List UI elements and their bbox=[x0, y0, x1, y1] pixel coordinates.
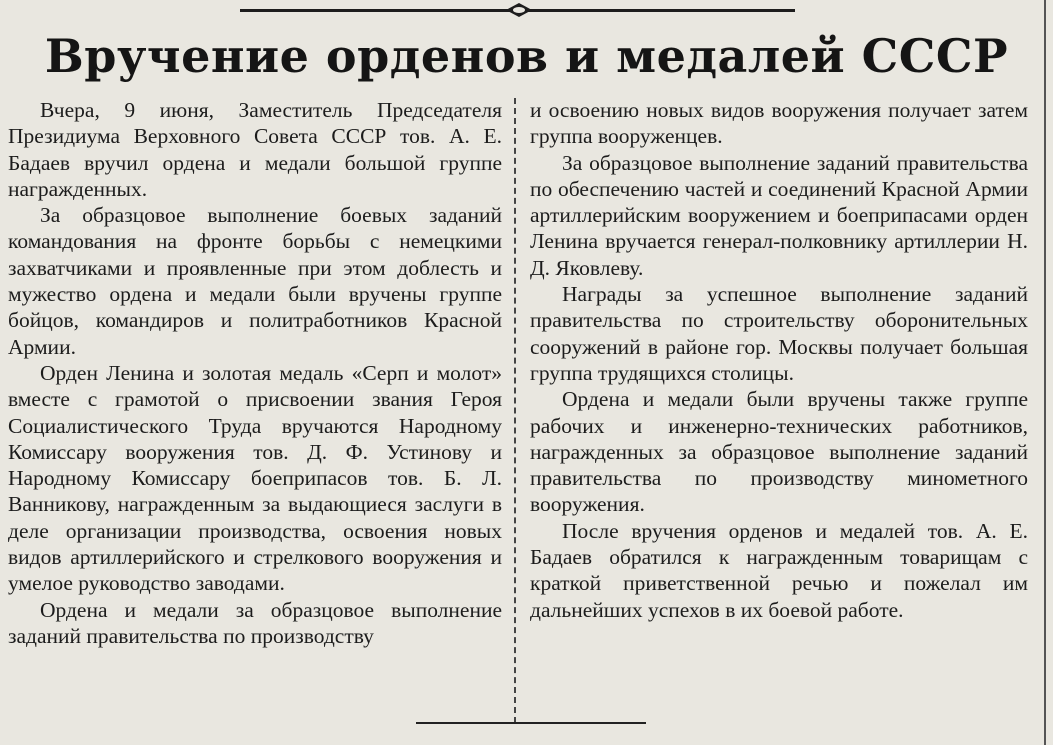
paragraph: За образцовое выполнение заданий правительства по обеспечению частей и соединений Красной Армии артиллерийским вооружением и боеприпасами орден Ленина вручается генерал-полковнику артиллерии Н. Д. Яковлеву. bbox=[530, 150, 1028, 280]
right-column bbox=[530, 97, 1028, 623]
paragraph: Ордена и медали за образцовое выполнение заданий правительства по производству bbox=[8, 597, 502, 648]
ornament-icon bbox=[506, 3, 532, 17]
paragraph: За образцовое выполнение боевых заданий командования на фронте борьбы с немецкими захватчиками и проявленные при этом доблесть и мужество ордена и медали были вручены группе бойцов, командиров и политработников Красной Армии. bbox=[8, 203, 502, 359]
bottom-rule bbox=[416, 722, 646, 724]
paragraph: Награды за успешное выполнение заданий правительства по строительству оборонительных сооружений в районе гор. Москвы получает большая группа трудящихся столицы. bbox=[530, 282, 1028, 385]
paragraph: и освоению новых видов вооружения получает затем группа вооруженцев. bbox=[530, 98, 1028, 149]
article-headline: Вручение орденов и медалей СССР bbox=[44, 29, 1009, 83]
left-column bbox=[8, 97, 502, 649]
paragraph: Орден Ленина и золотая медаль «Серп и молот» вместе с грамотой о присвоении звания Героя Социалистического Труда вручаются Народному Комиссару вооружения тов. Д. Ф. Устинову и Народному Комиссару боеприпасов тов. Б. Л. Ванникову, награжденным за выдающиеся заслуги в деле организации производства, освоения новых видов артиллерийского и стрелкового вооружения и умелое руководство заводами. bbox=[8, 360, 502, 596]
column-divider bbox=[514, 98, 516, 723]
paragraph: После вручения орденов и медалей тов. А. Е. Бадаев обратился к награжденным товарищам с краткой приветственной речью и пожелал им дальнейших успехов в их боевой работе. bbox=[530, 518, 1028, 622]
paragraph: Вчера, 9 июня, Заместитель Председателя Президиума Верховного Совета СССР тов. А. Е. Бадаев вручил ордена и медали большой группе награжденных. bbox=[8, 98, 502, 201]
paragraph: Ордена и медали были вручены также группе рабочих и инженерно-технических работников, награжденных за образцовое выполнение заданий правительства по производству минометного вооружения. bbox=[530, 387, 1028, 517]
page-edge-rule bbox=[1044, 0, 1046, 745]
